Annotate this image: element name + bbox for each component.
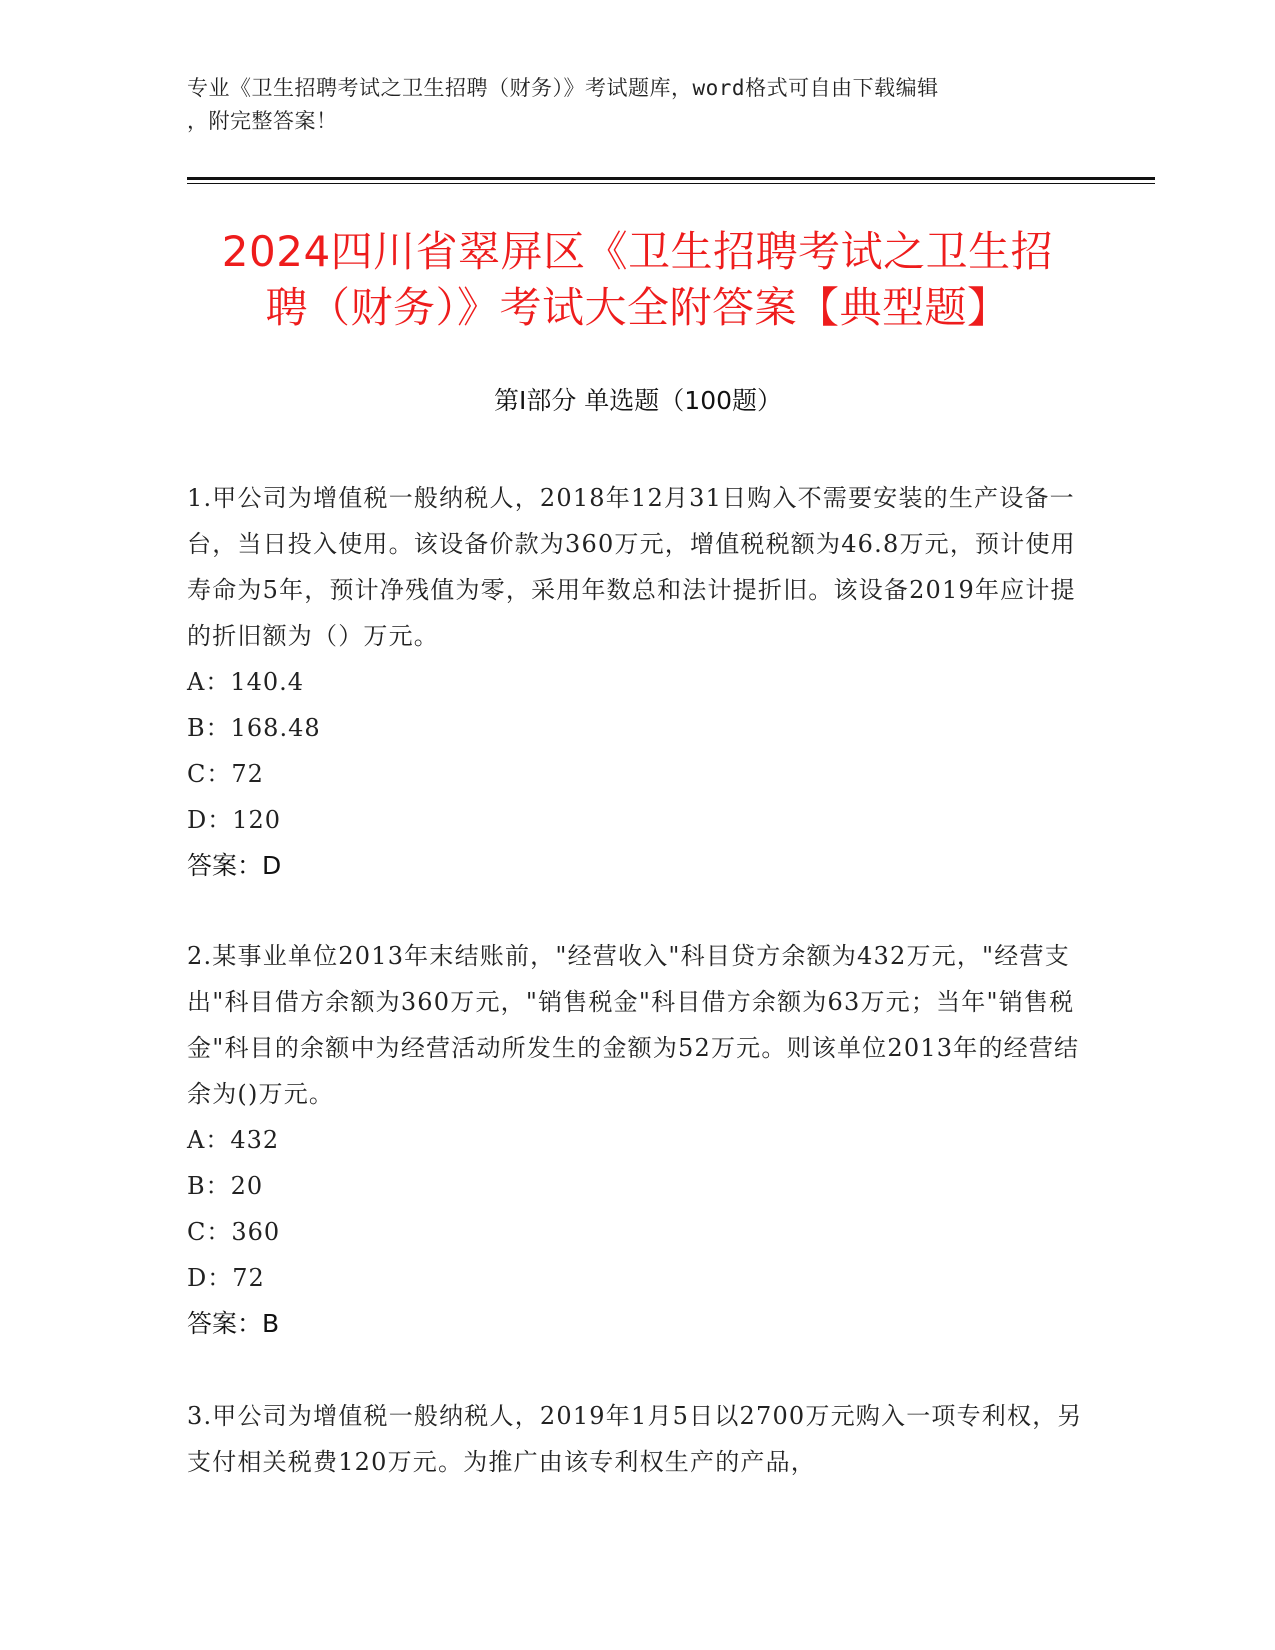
option-d: D：72 — [187, 1264, 265, 1292]
question-stem: 1.甲公司为增值税一般纳税人，2018年12月31日购入不需要安装的生产设备一台，当日投入使用。该设备价款为360万元，增值税税额为46.8万元，预计使用寿命为5年，预计净残值为零，采用年数总和法计提折旧。该设备2019年应计提的折旧额为（）万元。 — [187, 484, 1076, 650]
option-c: C：72 — [187, 760, 264, 788]
header-divider-thick — [187, 177, 1155, 180]
option-d: D：120 — [187, 806, 282, 834]
answer: 答案：B — [187, 1309, 280, 1338]
header-note-line1: 专业《卫生招聘考试之卫生招聘（财务）》考试题库，word格式可自由下载编辑 — [187, 76, 939, 100]
question-stem: 2.某事业单位2013年末结账前，"经营收入"科目贷方余额为432万元，"经营支出"科目借方余额为360万元，"销售税金"科目借方余额为63万元；当年"销售税金"科目的余额中为经营活动所发生的金额为52万元。则该单位2013年的经营结余为()万元。 — [187, 942, 1080, 1108]
question-2 — [187, 933, 1087, 1347]
question-1 — [187, 475, 1087, 889]
option-a: A：432 — [187, 1126, 280, 1154]
option-b: B：168.48 — [187, 714, 321, 742]
option-c: C：360 — [187, 1218, 281, 1246]
section-title: 第Ⅰ部分 单选题（100题） — [493, 386, 783, 415]
header-divider-thin — [187, 183, 1155, 184]
question-3 — [187, 1393, 1087, 1485]
answer: 答案：D — [187, 851, 282, 880]
header-note — [187, 72, 1067, 138]
option-b: B：20 — [187, 1172, 264, 1200]
option-a: A：140.4 — [187, 668, 305, 696]
document-title-line2: 聘（财务）》考试大全附答案【典型题】 — [265, 283, 1010, 332]
document-title-line1: 2024四川省翠屏区《卫生招聘考试之卫生招 — [221, 227, 1054, 276]
question-stem: 3.甲公司为增值税一般纳税人，2019年1月5日以2700万元购入一项专利权，另支付相关税费120万元。为推广由该专利权生产的产品， — [187, 1402, 1083, 1476]
header-note-line2: ，附完整答案！ — [187, 109, 338, 133]
document-title — [160, 224, 1115, 336]
